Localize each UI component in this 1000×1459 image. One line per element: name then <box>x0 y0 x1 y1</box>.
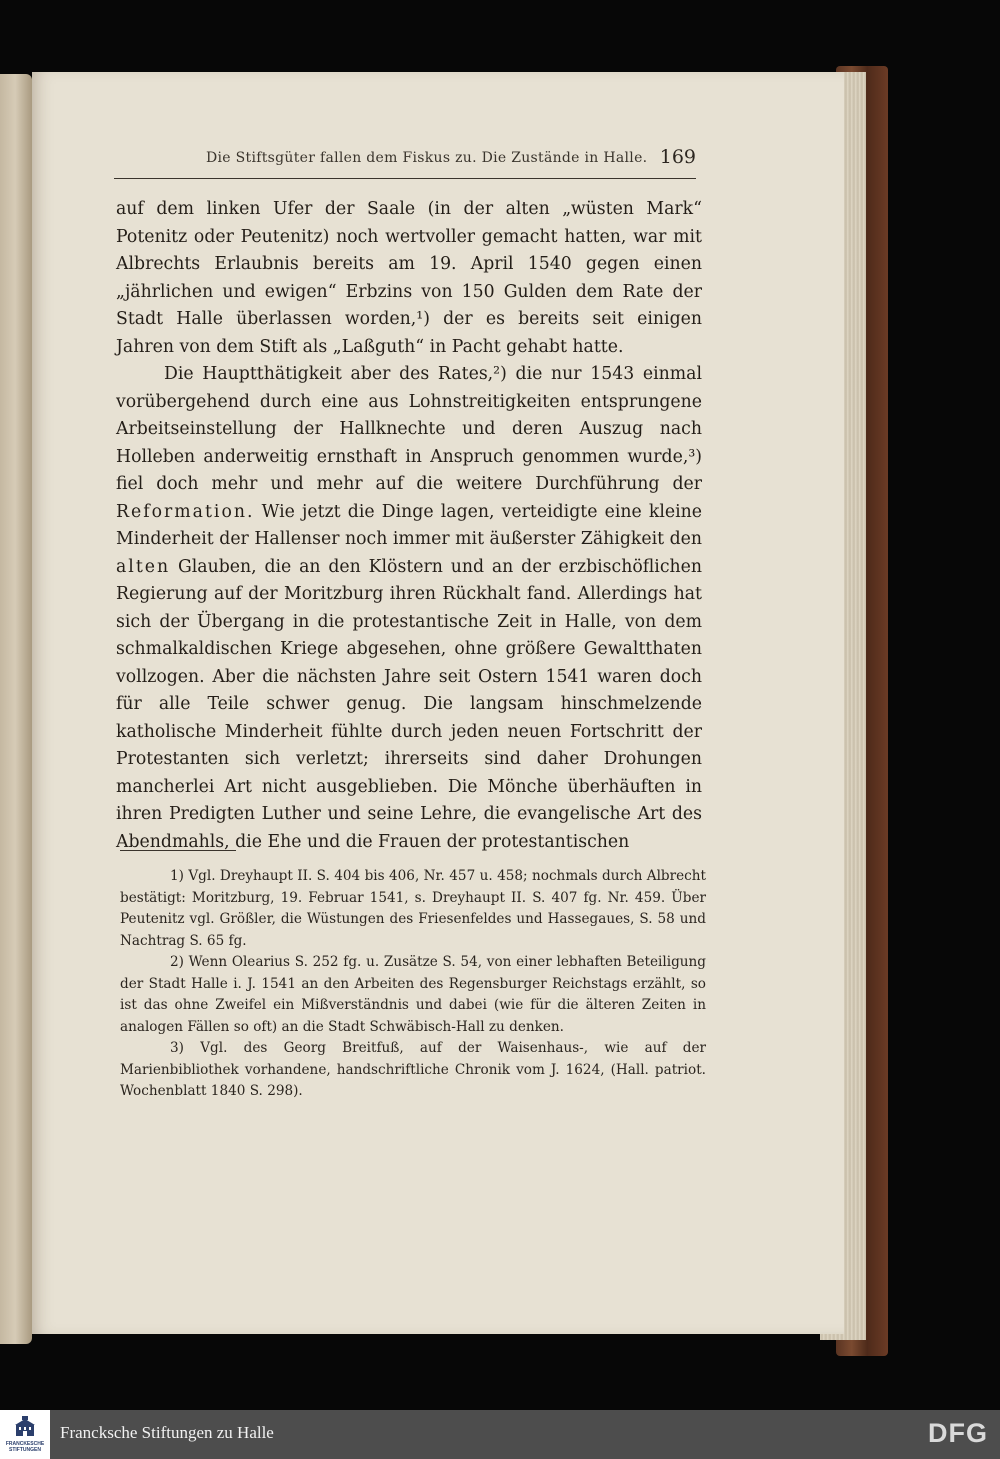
page-number: 169 <box>659 146 696 168</box>
building-icon <box>12 1416 38 1438</box>
paragraph-2-part-c: Glauben, die an den Klöstern und an der erzbischöflichen Regierung auf der Moritzburg ihren Rückhalt fand. Allerdings hat sich der Übergang in die protestantische Zeit in Halle, von dem schmalkaldischen Kriege abgesehen, ohne größere Gewaltthaten vollzogen. Aber die nächsten Jahre seit Ostern 1541 waren doch für alle Teile schwer genug. Die langsam hinschmelzende katholische Minderheit fühlte durch jeden neuen Fortschritt der Protestanten sich verletzt; ihrerseits sind daher Drohungen mancherlei Art nicht ausgeblieben. Die Mönche überhäuften in ihren Predigten Luther und seine Lehre, die evangelische Art des Abendmahls, die Ehe und die Frauen der protestantischen <box>116 556 702 852</box>
paragraph-2-part-a: Die Hauptthätigkeit aber des Rates,²) die nur 1543 einmal vorübergehend durch eine aus Lohnstreitigkeiten entsprungene Arbeitseinstellung der Hallknechte und deren Auszug nach Holleben anderweitig ernsthaft in Anspruch genommen wurde,³) fiel doch mehr und mehr auf die weitere Durchführung der <box>116 364 702 494</box>
footnote-3: 3) Vgl. des Georg Breitfuß, auf der Waisenhaus-, wie auf der Marienbibliothek vorhandene, handschriftliche Chronik vom J. 1624, (Hall. patriot. Wochenblatt 1840 S. 298). <box>120 1040 706 1099</box>
emphasis-reformation: Reformation. <box>116 501 255 522</box>
institution-link[interactable]: Francksche Stiftungen zu Halle <box>60 1423 274 1442</box>
footnote-rule <box>120 850 236 851</box>
footnote-1: 1) Vgl. Dreyhaupt II. S. 404 bis 406, Nr. 457 u. 458; nochmals durch Albrecht bestätigt: Moritzburg, 19. Februar 1541, s. Dreyhaupt II. S. 407 fg. Nr. 459. Über Peutenitz vgl. Größler, die Wüstungen des Friesenfeldes und Hassegaues, S. 58 und Nachtrag S. 65 fg. <box>120 868 706 949</box>
logo-text: FRANCKESCHE STIFTUNGEN <box>5 1441 45 1453</box>
main-text <box>116 196 702 856</box>
page-header <box>114 144 696 179</box>
left-page-edge <box>0 74 32 1344</box>
running-title: Die Stiftsgüter fallen dem Fiskus zu. Die Zustände in Halle. <box>206 150 648 166</box>
viewer-footer-bar <box>0 1410 1000 1459</box>
paragraph-2 <box>116 361 702 856</box>
dfg-logo[interactable]: DFG <box>928 1418 988 1448</box>
footnote-2: 2) Wenn Olearius S. 252 fg. u. Zusätze S. 54, von einer lebhaften Beteiligung der Stadt Halle i. J. 1541 an den Arbeiten des Regensburger Reichstags erzählt, so ist das ohne Zweifel ein Mißverständnis und dabei (wie für die älteren Zeiten in analogen Fällen so oft) an die Stadt Schwäbisch-Hall zu denken. <box>120 954 706 1035</box>
franckesche-logo[interactable] <box>0 1410 50 1459</box>
emphasis-alten: alten <box>116 556 171 577</box>
paragraph-1: auf dem linken Ufer der Saale (in der alten „wüsten Mark“ Potenitz oder Peutenitz) noch wertvoller gemacht hatten, war mit Albrechts Erlaubnis bereits am 19. April 1540 gegen einen „jährlichen und ewigen“ Erbzins von 150 Gulden dem Rate der Stadt Halle überlassen worden,¹) der es bereits seit einigen Jahren von dem Stift als „Laßguth“ in Pacht gehabt hatte. <box>116 199 702 357</box>
paragraph-2-part-b: Wie jetzt die Dinge lagen, verteidigte eine kleine Minderheit der Hallenser noch immer mit äußerster Zähigkeit den <box>116 501 702 549</box>
footnotes <box>120 866 706 1103</box>
